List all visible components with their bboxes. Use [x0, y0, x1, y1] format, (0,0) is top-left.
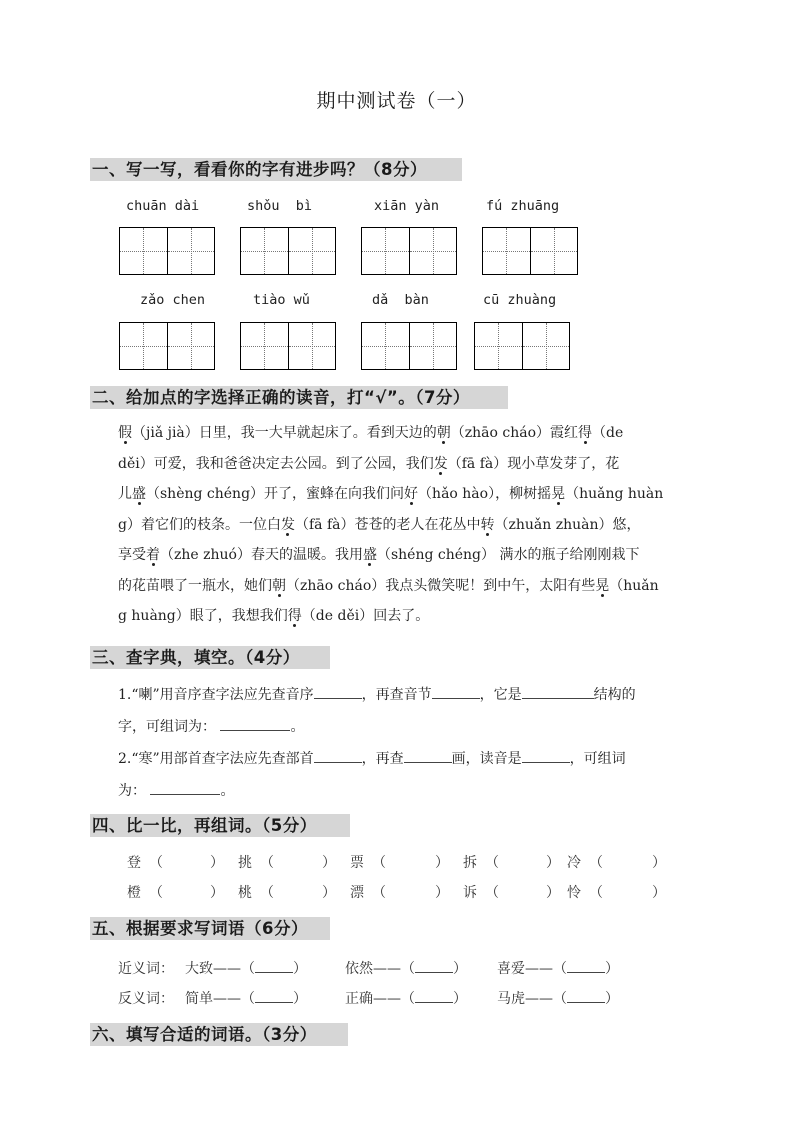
answer-blank[interactable]: [522, 684, 594, 699]
answer-blank[interactable]: [567, 988, 605, 1003]
grid-cell[interactable]: [288, 228, 336, 274]
answer-blank[interactable]: [255, 988, 293, 1003]
close-paren: ）: [210, 855, 224, 871]
open-paren: （: [589, 885, 603, 901]
open-paren: （: [485, 885, 499, 901]
writing-grid[interactable]: [361, 227, 457, 275]
word-pair-item[interactable]: [350, 852, 449, 872]
reading-passage: [118, 418, 708, 632]
writing-grid[interactable]: [474, 322, 570, 370]
dotted-char: 得: [287, 608, 302, 624]
dotted-char: 朝: [436, 425, 451, 441]
question-3-2-line-2: 为： 。: [118, 780, 234, 801]
word-pair-item[interactable]: [127, 852, 224, 872]
grid-cell[interactable]: [288, 323, 336, 369]
close-paren: ）: [293, 961, 307, 977]
character: 漂: [350, 885, 364, 901]
close-paren: ）: [453, 961, 467, 977]
passage-line: 儿盛（shèng chéng）开了，蜜蜂在向我们问好（hǎo hào），柳树摇晃（huǎng huàn: [118, 486, 664, 502]
answer-blank[interactable]: [415, 958, 453, 973]
section-6-heading: 六、填写合适的词语。（3分）: [90, 1023, 348, 1046]
dash: ——: [373, 961, 401, 977]
writing-grid[interactable]: [361, 322, 457, 370]
grid-cell[interactable]: [475, 323, 522, 369]
answer-blank[interactable]: [314, 684, 362, 699]
passage-line: děi）可爱，我和爸爸决定去公园。到了公园，我们发（fā fà）现小草发芽了，花: [118, 455, 620, 472]
synonyms-label: 近义词：: [118, 961, 174, 977]
passage-line: 享受着（zhe zhuó）春天的温暖。我用盛（shéng chéng） 满水的瓶子给刚刚栽下: [118, 547, 640, 563]
character: 挑: [238, 855, 252, 871]
character: 拆: [463, 855, 477, 871]
writing-grid[interactable]: [482, 227, 578, 275]
close-paren: ）: [605, 961, 619, 977]
close-paren: ）: [322, 855, 336, 871]
word: 正确: [345, 991, 373, 1007]
word-pair-item[interactable]: [127, 882, 224, 902]
character: 诉: [463, 885, 477, 901]
section-2-heading: 二、给加点的字选择正确的读音，打“√”。（7分）: [90, 386, 508, 409]
question-3-2-line-1: 2.“寒”用部首查字法应先查部首 ，再查 画，读音是 ，可组词: [118, 748, 626, 769]
open-paren: （: [260, 855, 274, 871]
word: 依然: [345, 961, 373, 977]
antonyms-label: 反义词：: [118, 991, 174, 1007]
dotted-char: 盛: [132, 486, 146, 502]
open-paren: （: [241, 961, 255, 977]
answer-blank[interactable]: [220, 716, 290, 731]
open-paren: （: [260, 885, 274, 901]
passage-line: 假（jiǎ jià）日里，我一大早就起床了。看到天边的朝（zhāo cháo）霞红得（de: [118, 425, 624, 441]
dotted-char: 着: [146, 547, 160, 563]
word-item: [497, 988, 619, 1008]
open-paren: （: [589, 855, 603, 871]
word-pair-item[interactable]: [238, 852, 336, 872]
word-pair-item[interactable]: [463, 882, 560, 902]
word: 简单: [185, 991, 213, 1007]
passage-line: g huàng）眼了，我想我们得（de děi）回去了。: [118, 608, 430, 624]
close-paren: ）: [652, 885, 666, 901]
dotted-char: 盛: [362, 547, 377, 563]
grid-cell[interactable]: [522, 323, 570, 369]
character: 怜: [567, 885, 581, 901]
dotted-char: 晃: [595, 577, 610, 594]
question-3-1-line-2: 字，可组词为： 。: [118, 716, 304, 737]
word-pair-item[interactable]: [350, 882, 449, 902]
dash: ——: [213, 991, 241, 1007]
close-paren: ）: [210, 885, 224, 901]
close-paren: ）: [546, 855, 560, 871]
answer-blank[interactable]: [432, 684, 480, 699]
close-paren: ）: [453, 991, 467, 1007]
grid-cell[interactable]: [362, 323, 409, 369]
character: 橙: [127, 885, 141, 901]
grid-cell[interactable]: [241, 228, 288, 274]
word-item: [345, 958, 467, 978]
answer-blank[interactable]: [314, 748, 362, 763]
close-paren: ）: [546, 885, 560, 901]
dash: ——: [213, 961, 241, 977]
open-paren: （: [241, 991, 255, 1007]
grid-cell[interactable]: [120, 228, 167, 274]
grid-cell[interactable]: [483, 228, 530, 274]
open-paren: （: [485, 855, 499, 871]
dotted-char: 好: [404, 486, 419, 502]
close-paren: ）: [435, 855, 449, 871]
open-paren: （: [553, 991, 567, 1007]
passage-line: g）着它们的枝条。一位白发（fā fà）苍苍的老人在花丛中转（zhuǎn zhuàn）悠，: [118, 516, 641, 533]
word: 喜爱: [497, 961, 525, 977]
writing-grid[interactable]: [119, 227, 215, 275]
word-item: [185, 988, 307, 1008]
open-paren: （: [149, 885, 163, 901]
dotted-char: 假: [118, 425, 132, 441]
word-pair-item[interactable]: [567, 882, 666, 902]
dotted-char: 发: [280, 516, 295, 533]
close-paren: ）: [652, 855, 666, 871]
open-paren: （: [372, 855, 386, 871]
grid-cell[interactable]: [362, 228, 409, 274]
open-paren: （: [401, 991, 415, 1007]
pinyin-label: chuān dài: [126, 198, 200, 214]
pinyin-label: fú zhuāng: [486, 198, 560, 214]
section-1-heading: 一、写一写，看看你的字有进步吗？（8分）: [90, 158, 462, 181]
word: 大致: [185, 961, 213, 977]
pinyin-label: cū zhuàng: [483, 292, 557, 308]
grid-cell[interactable]: [530, 228, 578, 274]
word-item: [345, 988, 467, 1008]
dotted-char: 得: [578, 425, 593, 441]
writing-grid[interactable]: [240, 227, 336, 275]
dotted-char: 晃: [551, 486, 566, 502]
section-3-heading: 三、查字典，填空。（4分）: [90, 646, 330, 669]
passage-line: 的花苗喂了一瓶水，她们朝（zhāo cháo）我点头微笑呢！到中午，太阳有些晃（huǎn: [118, 577, 659, 594]
grid-cell[interactable]: [409, 323, 457, 369]
word-pair-item[interactable]: [567, 852, 666, 872]
pinyin-label: tiào wǔ: [253, 292, 310, 308]
word-item: [185, 958, 307, 978]
dash: ——: [525, 991, 553, 1007]
character: 冷: [567, 855, 581, 871]
close-paren: ）: [605, 991, 619, 1007]
page-title: 期中测试卷（一）: [316, 90, 477, 112]
pinyin-label: xiān yàn: [374, 198, 440, 214]
writing-grid[interactable]: [240, 322, 336, 370]
answer-blank[interactable]: [415, 988, 453, 1003]
word-pair-item[interactable]: [238, 882, 336, 902]
character: 票: [350, 855, 364, 871]
dotted-char: 发: [433, 455, 448, 472]
dotted-char: 朝: [272, 577, 286, 594]
pinyin-label: dǎ bàn: [372, 292, 429, 308]
pinyin-label: zǎo chen: [140, 292, 206, 308]
open-paren: （: [149, 855, 163, 871]
word: 马虎: [497, 991, 525, 1007]
close-paren: ）: [293, 991, 307, 1007]
answer-blank[interactable]: [150, 780, 220, 795]
close-paren: ）: [322, 885, 336, 901]
dash: ——: [525, 961, 553, 977]
answer-blank[interactable]: [567, 958, 605, 973]
section-4-heading: 四、比一比，再组词。（5分）: [90, 814, 350, 837]
writing-grid[interactable]: [119, 322, 215, 370]
word-item: [497, 958, 619, 978]
section-5-heading: 五、根据要求写词语（6分）: [90, 917, 330, 940]
pinyin-label: shǒu bì: [247, 198, 313, 214]
grid-cell[interactable]: [167, 228, 215, 274]
grid-cell[interactable]: [120, 323, 167, 369]
question-3-1-line-1: 1.“喇”用音序查字法应先查音序 ，再查音节 ，它是 结构的: [118, 684, 636, 705]
grid-cell[interactable]: [241, 323, 288, 369]
answer-blank[interactable]: [255, 958, 293, 973]
dash: ——: [373, 991, 401, 1007]
grid-cell[interactable]: [167, 323, 215, 369]
character: 登: [127, 855, 141, 871]
open-paren: （: [553, 961, 567, 977]
open-paren: （: [372, 885, 386, 901]
grid-cell[interactable]: [409, 228, 457, 274]
answer-blank[interactable]: [404, 748, 452, 763]
answer-blank[interactable]: [522, 748, 570, 763]
close-paren: ）: [435, 885, 449, 901]
open-paren: （: [401, 961, 415, 977]
word-pair-item[interactable]: [463, 852, 560, 872]
character: 桃: [238, 885, 252, 901]
dotted-char: 转: [480, 516, 495, 533]
